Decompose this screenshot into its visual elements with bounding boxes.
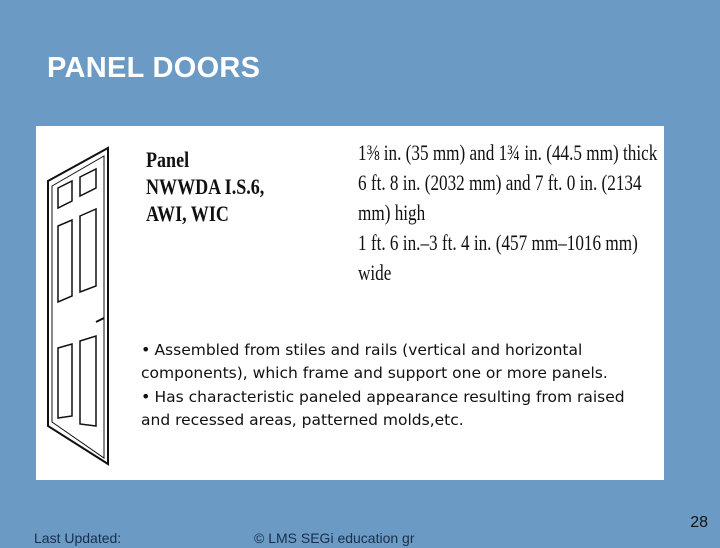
- spec-label-line: NWWDA I.S.6,: [146, 174, 265, 199]
- dimension-line: 1⅜ in. (35 mm) and 1¾ in. (44.5 mm) thick: [358, 140, 658, 165]
- slide-title: PANEL DOORS: [47, 52, 261, 84]
- spec-label: [146, 146, 264, 227]
- bullet-icon: •: [141, 340, 151, 359]
- footer-last-updated: Last Updated:: [34, 530, 122, 546]
- bullet-item: [141, 385, 651, 432]
- page-number: 28: [690, 514, 708, 531]
- dimension-line: mm) high: [358, 200, 426, 225]
- dimension-line: 6 ft. 8 in. (2032 mm) and 7 ft. 0 in. (2134: [358, 170, 642, 195]
- bullet-text: Has characteristic paneled appearance resulting from raised and recessed areas, patterned molds,etc.: [141, 388, 625, 429]
- bullet-text: Assembled from stiles and rails (vertical and horizontal components), which frame and support one or more panels.: [141, 341, 608, 382]
- bullet-list: [141, 338, 651, 432]
- dimension-line: wide: [358, 260, 392, 285]
- bullet-item: [141, 338, 651, 385]
- spec-label-line: AWI, WIC: [146, 201, 229, 226]
- footer: [0, 530, 720, 548]
- footer-copyright: © LMS SEGi education gr: [254, 530, 415, 546]
- panel-door-figure: [36, 126, 664, 480]
- spec-label-line: Panel: [146, 147, 190, 172]
- dimension-spec: [358, 138, 657, 288]
- bullet-icon: •: [141, 387, 151, 406]
- dimension-line: 1 ft. 6 in.–3 ft. 4 in. (457 mm–1016 mm): [358, 230, 638, 255]
